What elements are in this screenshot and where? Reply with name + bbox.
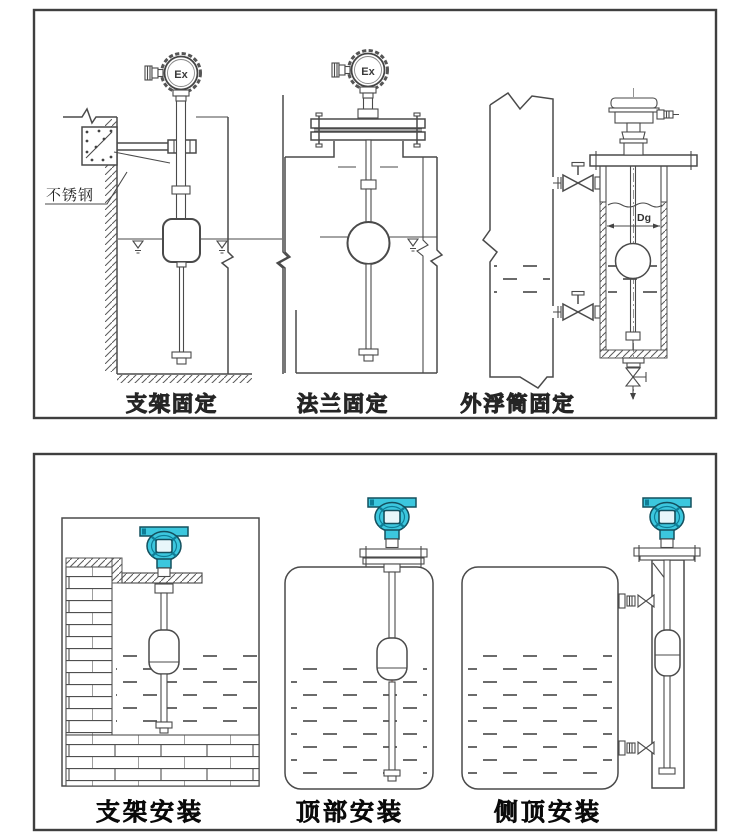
chamber-flange xyxy=(634,548,700,556)
float xyxy=(655,630,680,676)
caption-bracket-install: 支架安装 xyxy=(96,799,204,826)
brick-base xyxy=(66,735,259,786)
ex-label: Ex xyxy=(174,69,188,81)
liquid xyxy=(291,658,427,782)
stem-pipe xyxy=(177,101,186,220)
tank-liquid xyxy=(494,256,550,304)
rod-end-stop xyxy=(384,770,400,776)
hex-nut xyxy=(358,109,378,118)
caption-bracket-fixing: 支架固定 xyxy=(126,393,218,416)
guide-rod xyxy=(180,267,184,352)
bottom-panel xyxy=(34,454,716,830)
caption-side-top-install: 侧顶安装 xyxy=(494,799,602,826)
brick-wall xyxy=(66,567,112,735)
float xyxy=(163,219,200,262)
guide-rod xyxy=(366,140,371,180)
material-note-label: 不锈钢 xyxy=(46,187,95,204)
bracket-install-diagram xyxy=(62,518,259,826)
caption-top-install: 顶部安装 xyxy=(296,799,404,826)
rod-end-stop xyxy=(359,349,378,355)
caption-chamber-fixing: 外浮筒固定 xyxy=(460,393,576,416)
rod-coupling xyxy=(155,584,173,593)
pipe-coupling xyxy=(172,186,190,194)
guide-rod xyxy=(161,593,167,630)
ex-label: Ex xyxy=(361,66,375,78)
rod-end-stop xyxy=(659,768,675,774)
top-panel xyxy=(34,10,716,418)
ground xyxy=(117,374,252,383)
float xyxy=(616,244,651,279)
float xyxy=(348,222,390,264)
guide-rod xyxy=(664,560,670,630)
dg-label: Dg xyxy=(637,212,651,224)
caption-flange-fixing: 法兰固定 xyxy=(297,393,389,416)
float xyxy=(149,630,179,674)
rod-end-stop xyxy=(156,722,172,728)
rod-coupling xyxy=(384,564,400,572)
liquid xyxy=(116,645,257,733)
float xyxy=(377,638,407,680)
rod-coupling xyxy=(361,180,376,189)
rod-coupling xyxy=(626,332,640,340)
cable-gland-icon xyxy=(657,110,664,119)
rod-end-stop xyxy=(172,352,191,358)
liquid xyxy=(468,655,612,782)
chamber-flange xyxy=(590,155,697,166)
guide-rod xyxy=(389,572,395,638)
